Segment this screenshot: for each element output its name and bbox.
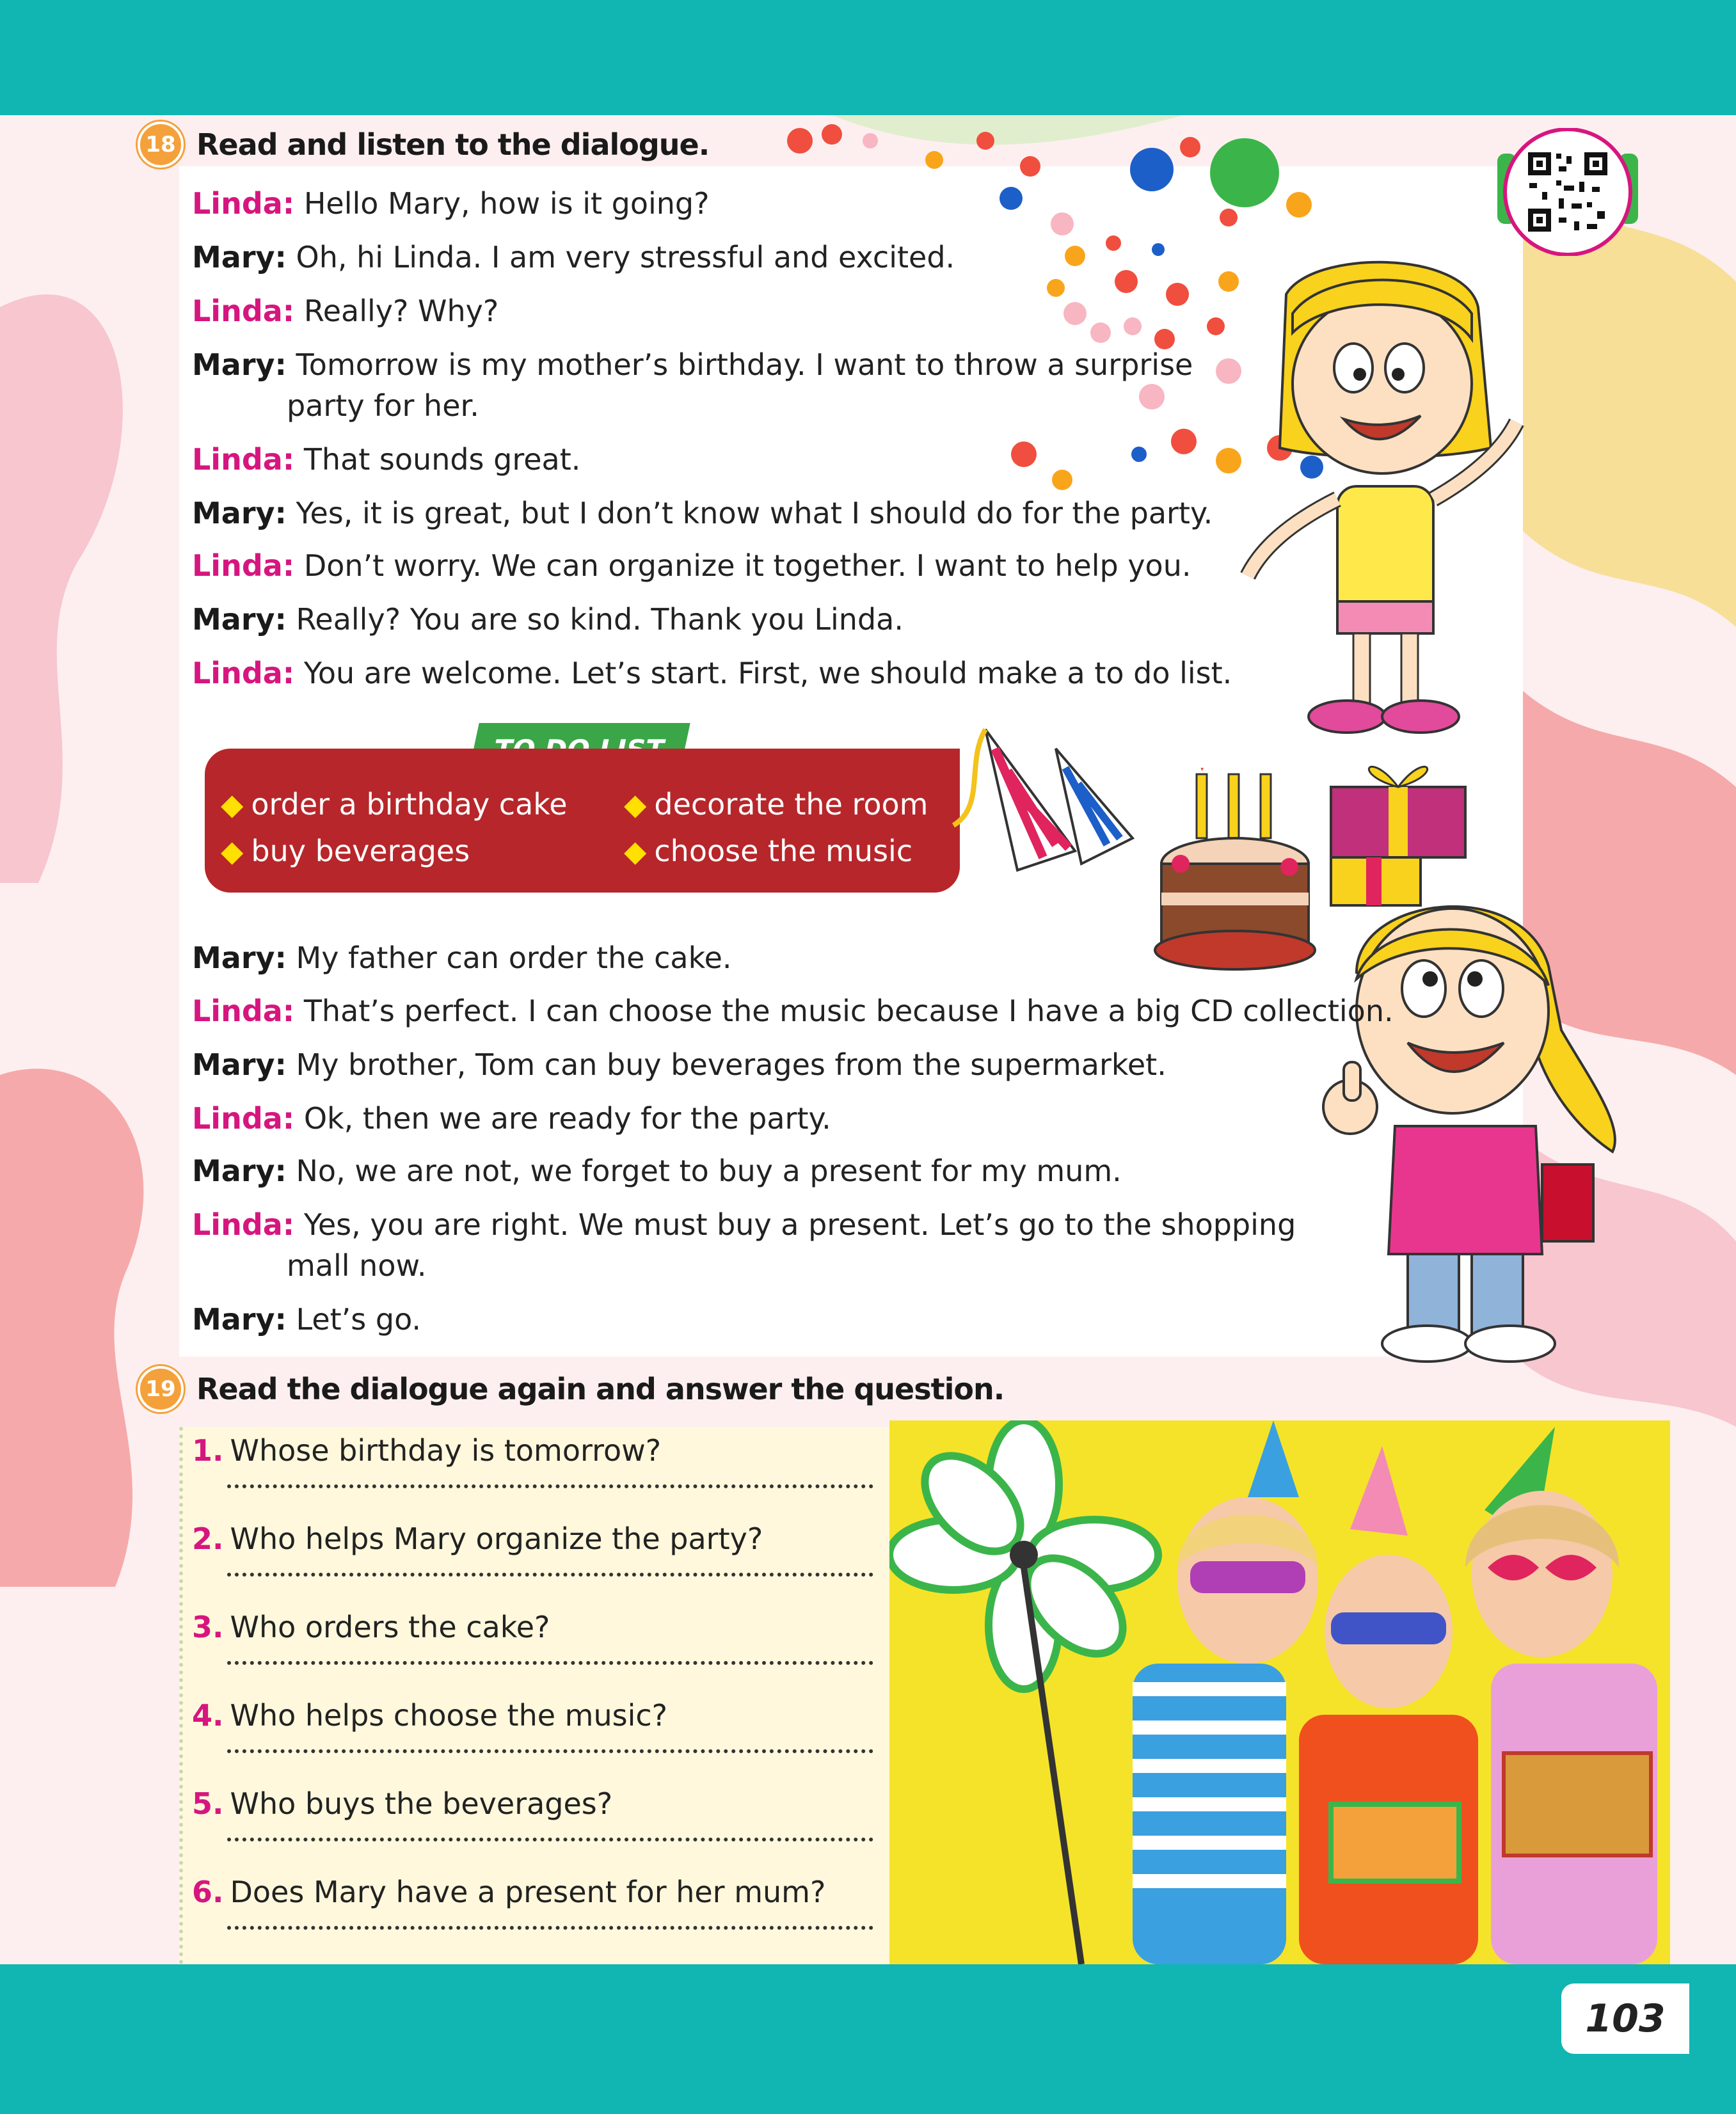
question: 5. Who buys the beverages?	[192, 1786, 613, 1821]
dialogue-line	[192, 1150, 1122, 1191]
question: 1. Whose birthday is tomorrow?	[192, 1433, 662, 1468]
section-title: Read the dialogue again and answer the question.	[196, 1372, 1005, 1406]
dialogue-continuation: mall now.	[287, 1248, 427, 1283]
section-title: Read and listen to the dialogue.	[196, 127, 710, 162]
question: 4. Who helps choose the music?	[192, 1698, 668, 1733]
speaker-label: Mary:	[192, 941, 287, 975]
section-number-badge: 19	[138, 1366, 184, 1412]
line-text: Hello Mary, how is it going?	[303, 186, 710, 221]
todo-item: ◆ order a birthday cake	[221, 787, 568, 822]
line-text: Don’t worry. We can organize it together. I want to help you.	[303, 548, 1191, 583]
speaker-label: Linda:	[192, 994, 295, 1028]
section-19-header	[138, 1366, 1004, 1412]
question: 3. Who orders the cake?	[192, 1610, 550, 1644]
diamond-bullet-icon: ◆	[221, 834, 244, 868]
speaker-label: Linda:	[192, 442, 295, 477]
speaker-label: Linda:	[192, 656, 295, 690]
line-text: Tomorrow is my mother’s birthday. I want to throw a surprise	[296, 347, 1193, 382]
party-hat-icon	[947, 710, 1165, 902]
line-text: That sounds great.	[303, 442, 581, 477]
bottom-band	[0, 1964, 1736, 2114]
dialogue-line	[192, 1299, 421, 1340]
speaker-label: Mary:	[192, 347, 287, 382]
dialogue-line	[192, 439, 580, 480]
line-text: You are welcome. Let’s start. First, we should make a to do list.	[303, 656, 1232, 690]
dialogue-line	[192, 237, 955, 278]
speaker-label: Linda:	[192, 1101, 295, 1136]
girl-linda-illustration	[1235, 256, 1542, 749]
answer-line[interactable]	[227, 1573, 873, 1577]
diamond-bullet-icon: ◆	[624, 834, 647, 868]
dialogue-line	[192, 493, 1213, 534]
dialogue-line	[192, 653, 1232, 694]
line-text: Let’s go.	[296, 1302, 422, 1337]
section-18-header	[138, 122, 709, 168]
speaker-label: Mary:	[192, 240, 287, 274]
speaker-label: Linda:	[192, 548, 295, 583]
speaker-label: Linda:	[192, 294, 295, 328]
answer-line[interactable]	[227, 1484, 873, 1488]
diamond-bullet-icon: ◆	[221, 787, 244, 822]
birthday-cake-icon	[1152, 768, 1318, 979]
girl-mary-illustration	[1318, 883, 1676, 1369]
line-text: Really? Why?	[303, 294, 499, 328]
dialogue-line	[192, 937, 732, 978]
answer-line[interactable]	[227, 1749, 873, 1753]
section-number-badge: 18	[138, 122, 184, 168]
line-text: Yes, you are right. We must buy a present. Let’s go to the shopping	[303, 1207, 1296, 1242]
question: 6. Does Mary have a present for her mum?	[192, 1875, 826, 1909]
line-text: My father can order the cake.	[296, 941, 732, 975]
dialogue-line	[192, 344, 1193, 385]
speaker-label: Mary:	[192, 602, 287, 637]
dialogue-line	[192, 545, 1191, 586]
line-text: Really? You are so kind. Thank you Linda.	[296, 602, 904, 637]
answer-line[interactable]	[227, 1661, 873, 1665]
party-children-photo	[889, 1420, 1670, 1964]
speaker-label: Mary:	[192, 1154, 287, 1188]
line-text: That’s perfect. I can choose the music because I have a big CD collection.	[303, 994, 1394, 1028]
top-band	[0, 0, 1736, 115]
page-number: 103	[1561, 1983, 1689, 2054]
dialogue-line	[192, 990, 1394, 1031]
answer-line[interactable]	[227, 1926, 873, 1930]
line-text: No, we are not, we forget to buy a present for my mum.	[296, 1154, 1122, 1188]
todo-item: ◆ buy beverages	[221, 834, 470, 868]
line-text: Yes, it is great, but I don’t know what I should do for the party.	[296, 496, 1213, 530]
todo-item: ◆ choose the music	[624, 834, 913, 868]
speaker-label: Linda:	[192, 1207, 295, 1242]
dialogue-continuation: party for her.	[287, 388, 479, 423]
todo-item: ◆ decorate the room	[624, 787, 928, 822]
dialogue-line	[192, 1204, 1296, 1245]
qr-code-icon[interactable]	[1497, 128, 1638, 256]
dialogue-line	[192, 1044, 1167, 1085]
answer-line[interactable]	[227, 1838, 873, 1841]
diamond-bullet-icon: ◆	[624, 787, 647, 822]
line-text: Oh, hi Linda. I am very stressful and excited.	[296, 240, 955, 274]
speaker-label: Mary:	[192, 496, 287, 530]
dialogue-line	[192, 1098, 831, 1139]
line-text: Ok, then we are ready for the party.	[303, 1101, 831, 1136]
dialogue-line	[192, 290, 498, 331]
line-text: My brother, Tom can buy beverages from the supermarket.	[296, 1047, 1167, 1082]
question: 2. Who helps Mary organize the party?	[192, 1522, 763, 1556]
speaker-label: Mary:	[192, 1047, 287, 1082]
dialogue-line	[192, 183, 710, 224]
speaker-label: Mary:	[192, 1302, 287, 1337]
dialogue-line	[192, 599, 904, 640]
speaker-label: Linda:	[192, 186, 295, 221]
